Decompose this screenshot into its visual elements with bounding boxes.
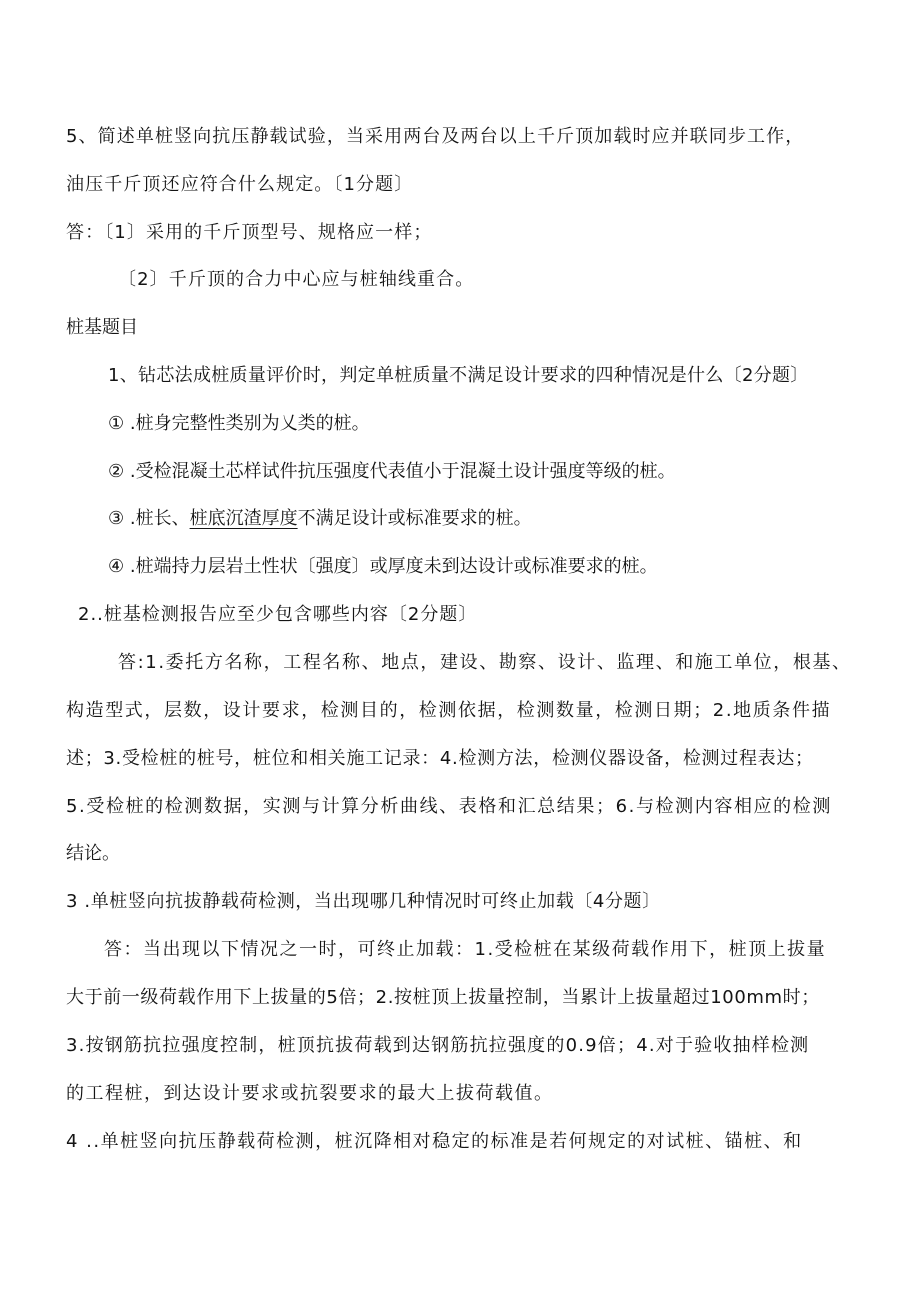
p2-answer-line-2: 构造型式，层数，设计要求，检测目的，检测依据，检测数量，检测日期；2.地质条件描 bbox=[66, 700, 832, 721]
p3-answer-line-2: 大于前一级荷载作用下上拔量的5倍；2.按桩顶上拔量控制，当累计上拔量超过100mm时； bbox=[66, 987, 820, 1008]
q5-question-line-1: 5、简述单桩竖向抗压静载试验，当采用两台及两台以上千斤顶加载时应并联同步工作， bbox=[66, 126, 805, 147]
p3-answer-line-3: 3.按钢筋抗拉强度控制，桩顶抗拔荷载到达钢筋抗拉强度的0.9倍；4.对于验收抽样检测 bbox=[66, 1035, 810, 1056]
p2-answer-line-1: 答:1.委托方名称，工程名称、地点，建设、勘察、设计、监理、和施工单位，根基、 bbox=[118, 652, 852, 673]
p1-question: 1、钻芯法成桩质量评价时，判定单桩质量不满足设计要求的四种情况是什么〔2分题〕 bbox=[108, 365, 809, 386]
p1-item-3-suffix: 不满足设计或标准要求的桩。 bbox=[297, 508, 532, 529]
q5-question-line-2: 油压千斤顶还应符合什么规定。〔1分题〕 bbox=[66, 174, 414, 195]
p1-item-3-underlined: 桩底沉渣厚度 bbox=[189, 508, 298, 529]
p1-item-3-prefix: ③ .桩长、 bbox=[108, 508, 190, 529]
p2-answer-line-4: 5.受检桩的检测数据，实测与计算分析曲线、表格和汇总结果；6.与检测内容相应的检测 bbox=[66, 796, 832, 817]
p2-answer-line-5: 结论。 bbox=[66, 843, 120, 864]
q5-answer-2: 〔2〕千斤顶的合力中心应与桩轴线重合。 bbox=[118, 269, 475, 290]
q5-answer-1-text: 〔1〕采用的千斤顶型号、规格应一样； bbox=[104, 222, 433, 243]
p2-answer-line-3: 述；3.受检桩的桩号，桩位和相关施工记录：4.检测方法，检测仪器设备，检测过程表达； bbox=[66, 748, 814, 769]
p1-item-4: ④ .桩端持力层岩土性状〔强度〕或厚度未到达设计或标准要求的桩。 bbox=[108, 556, 658, 577]
p4-question: 4 ..单桩竖向抗压静载荷检测，桩沉降相对稳定的标准是若何规定的对试桩、锚桩、和 bbox=[66, 1131, 803, 1152]
q5-answer-label: 答： bbox=[66, 222, 105, 243]
section-title: 桩基题目 bbox=[66, 317, 138, 338]
p3-answer-line-4: 的工程桩，到达设计要求或抗裂要求的最大上拔荷载值。 bbox=[66, 1083, 554, 1104]
q5-answer-1 bbox=[66, 221, 432, 245]
p3-question: 3 .单桩竖向抗拔静载荷检测，当出现哪几种情况时可终止加载〔4分题〕 bbox=[66, 891, 661, 912]
p1-item-3 bbox=[108, 507, 532, 531]
p3-answer-line-1: 答：当出现以下情况之一时，可终止加载：1.受检桩在某级荷载作用下，桩顶上拔量 bbox=[104, 939, 827, 960]
p1-item-2: ② .受检混凝土芯样试件抗压强度代表值小于混凝土设计强度等级的桩。 bbox=[108, 461, 676, 482]
p1-item-1: ① .桩身完整性类别为乂类的桩。 bbox=[108, 413, 370, 434]
p2-question: 2..桩基检测报告应至少包含哪些内容〔2分题〕 bbox=[78, 604, 478, 625]
